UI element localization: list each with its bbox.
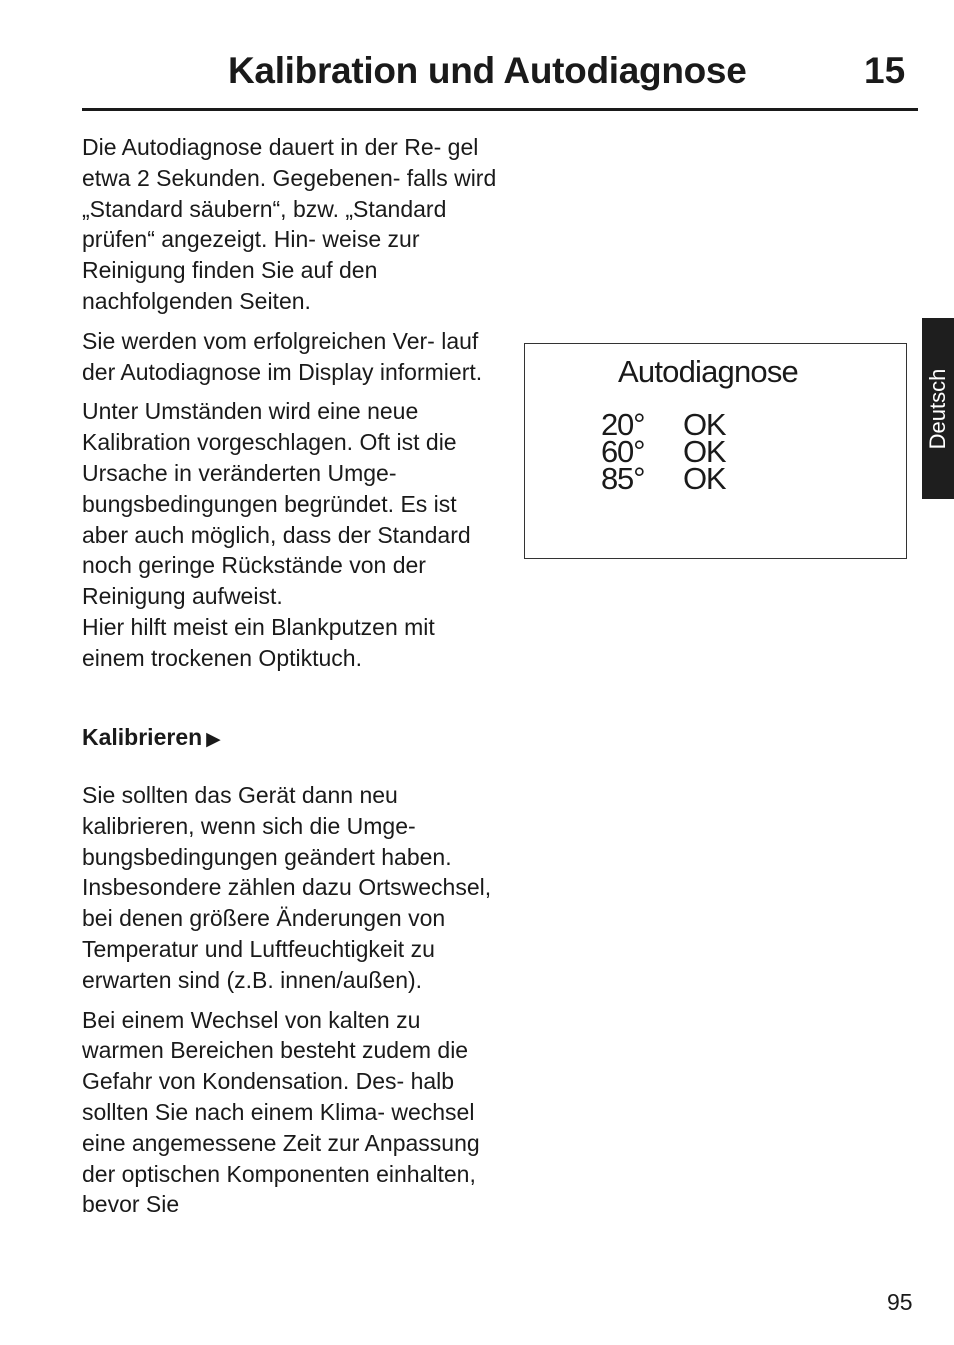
paragraph: Unter Umständen wird eine neue Kalibration vorgeschlagen. Oft ist die Ursache in veränderten Umge- bungsbedingungen begründet. Es ist aber auch möglich, dass der Standard noch geringe Rückstände von der Reinigung aufweist. — [82, 398, 471, 610]
subheading-kalibrieren — [82, 722, 221, 755]
body-text-column — [82, 132, 497, 683]
paragraph: Sie sollten das Gerät dann neu kalibrieren, wenn sich die Umge- bungsbedingungen geändert haben. Insbesondere zählen dazu Ortswechsel, bei denen größere Änderungen von Temperatur und Luftfeuchtigkeit zu erwarten sind (z.B. innen/außen). — [82, 782, 492, 993]
body-text-column-2 — [82, 780, 497, 1229]
display-angle: 20° — [601, 407, 645, 442]
display-angle: 85° — [601, 461, 645, 496]
paragraph: Sie werden vom erfolgreichen Ver- lauf der Autodiagnose im Display informiert. — [82, 327, 483, 385]
paragraph: Bei einem Wechsel von kalten zu warmen Bereichen besteht zudem die Gefahr von Kondensation. Des- halb sollten Sie nach einem Klima- wechsel eine angemessene Zeit zur Anpassung der optischen Komponenten einhalten, bevor Sie — [82, 1006, 480, 1218]
device-display-illustration — [524, 343, 907, 559]
subheading-label: Kalibrieren — [82, 724, 203, 750]
paragraph: Die Autodiagnose dauert in der Re- gel etwa 2 Sekunden. Gegebenen- falls wird „Standard säubern“, bzw. „Standard prüfen“ angezeigt. Hin- weise zur Reinigung finden Sie auf den nachfolgenden Seiten. — [82, 134, 497, 314]
display-status: OK — [683, 461, 726, 496]
page-title: Kalibration und Autodiagnose — [228, 50, 747, 91]
page-number: 95 — [887, 1289, 913, 1315]
language-tab — [922, 318, 954, 499]
language-tab-label: Deutsch — [925, 368, 950, 449]
display-angle: 60° — [601, 434, 645, 469]
paragraph: Hier hilft meist ein Blankputzen mit einem trockenen Optiktuch. — [82, 613, 435, 671]
display-title: Autodiagnose — [618, 354, 799, 389]
display-status: OK — [683, 434, 726, 469]
chapter-number: 15 — [864, 50, 906, 91]
header-divider — [82, 108, 918, 111]
play-arrow-icon: ▶ — [206, 729, 221, 750]
display-status: OK — [683, 407, 726, 442]
